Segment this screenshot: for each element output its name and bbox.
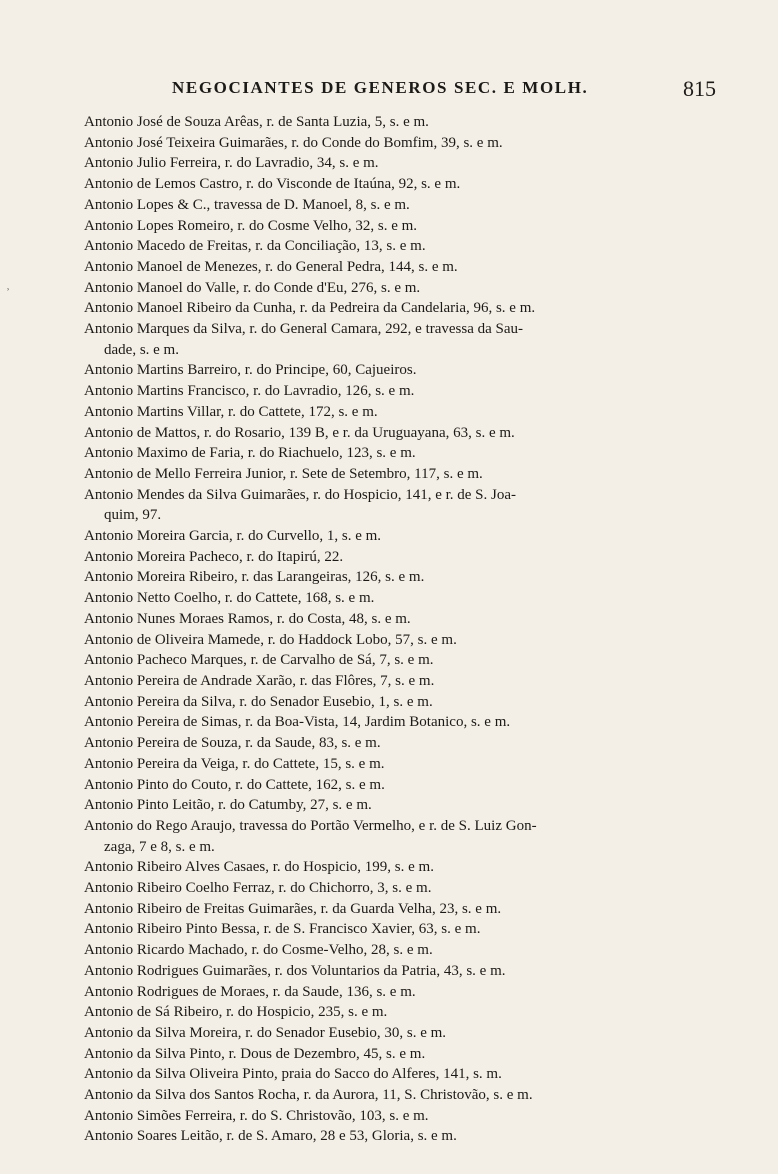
entry-text: Antonio Pereira de Simas, r. da Boa-Vista, 14, Jardim Botanico, s. e m. [84, 714, 511, 731]
list-item [84, 153, 748, 174]
page-number: 815 [683, 76, 716, 101]
entry-text: Antonio Netto Coelho, r. do Cattete, 168, s. e m. [84, 590, 375, 607]
list-item [84, 1044, 748, 1065]
entry-text: Antonio Lopes & C., travessa de D. Manoel, 8, s. e m. [84, 196, 410, 213]
entry-text: Antonio Pacheco Marques, r. de Carvalho de Sá, 7, s. e m. [84, 652, 434, 669]
entry-text: Antonio do Rego Araujo, travessa do Portão Vermelho, e r. de S. Luiz Gon- [84, 817, 537, 834]
list-item [84, 216, 748, 237]
entry-continuation: quim, 97. [104, 507, 162, 524]
margin-mark: ˒ [6, 280, 10, 294]
entry-text: Antonio Martins Villar, r. do Cattete, 172, s. e m. [84, 403, 378, 420]
entry-text: Antonio Nunes Moraes Ramos, r. do Costa, 48, s. e m. [84, 610, 411, 627]
list-item [84, 1126, 748, 1147]
list-item [84, 319, 748, 360]
entry-text: Antonio de Mattos, r. do Rosario, 139 B, e r. da Uruguayana, 63, s. e m. [84, 424, 515, 441]
list-item [84, 1106, 748, 1127]
list-item [84, 443, 748, 464]
entry-text: Antonio de Lemos Castro, r. do Visconde de Itaúna, 92, s. e m. [84, 176, 461, 193]
entry-text: Antonio Mendes da Silva Guimarães, r. do Hospicio, 141, e r. de S. Joa- [84, 486, 517, 503]
entry-text: Antonio Manoel de Menezes, r. do General Pedra, 144, s. e m. [84, 258, 458, 275]
list-item [84, 423, 748, 444]
entry-text: Antonio Ribeiro de Freitas Guimarães, r. da Guarda Velha, 23, s. e m. [84, 900, 502, 917]
list-item [84, 464, 748, 485]
entry-text: Antonio Ribeiro Alves Casaes, r. do Hospicio, 199, s. e m. [84, 859, 434, 876]
list-item [84, 899, 748, 920]
list-item [84, 526, 748, 547]
list-item [84, 1085, 748, 1106]
entry-text: Antonio Pereira da Veiga, r. do Cattete, 15, s. e m. [84, 755, 385, 772]
entry-text: Antonio Moreira Ribeiro, r. das Larangeiras, 126, s. e m. [84, 569, 425, 586]
entry-text: Antonio Manoel do Valle, r. do Conde d'Eu, 276, s. e m. [84, 279, 421, 296]
entry-text: Antonio Marques da Silva, r. do General Camara, 292, e travessa da Sau- [84, 321, 524, 338]
list-item [84, 112, 748, 133]
entry-text: Antonio Ribeiro Coelho Ferraz, r. do Chichorro, 3, s. e m. [84, 880, 432, 897]
list-item [84, 257, 748, 278]
list-item [84, 775, 748, 796]
entry-text: Antonio Rodrigues Guimarães, r. dos Voluntarios da Patria, 43, s. e m. [84, 962, 506, 979]
list-item [84, 547, 748, 568]
entry-text: Antonio Moreira Pacheco, r. do Itapirú, 22. [84, 548, 344, 565]
entry-text: Antonio Maximo de Faria, r. do Riachuelo, 123, s. e m. [84, 445, 416, 462]
entry-text: Antonio de Mello Ferreira Junior, r. Sete de Setembro, 117, s. e m. [84, 465, 483, 482]
list-item [84, 671, 748, 692]
list-item [84, 588, 748, 609]
entry-text: Antonio Rodrigues de Moraes, r. da Saude, 136, s. e m. [84, 983, 416, 1000]
entry-text: Antonio José Teixeira Guimarães, r. do Conde do Bomfim, 39, s. e m. [84, 134, 503, 151]
entry-text: Antonio Ricardo Machado, r. do Cosme-Velho, 28, s. e m. [84, 942, 433, 959]
entry-text: Antonio Ribeiro Pinto Bessa, r. de S. Francisco Xavier, 63, s. e m. [84, 921, 481, 938]
entry-text: Antonio Pereira de Souza, r. da Saude, 83, s. e m. [84, 735, 381, 752]
list-item [84, 236, 748, 257]
list-item [84, 919, 748, 940]
entry-text: Antonio Simões Ferreira, r. do S. Christovão, 103, s. e m. [84, 1107, 429, 1124]
entry-text: Antonio Pinto Leitão, r. do Catumby, 27, s. e m. [84, 797, 372, 814]
entry-continuation: zaga, 7 e 8, s. e m. [104, 838, 215, 855]
list-item [84, 1023, 748, 1044]
entry-text: Antonio da Silva Oliveira Pinto, praia do Sacco do Alferes, 141, s. m. [84, 1066, 502, 1083]
entry-text: Antonio da Silva dos Santos Rocha, r. da Aurora, 11, S. Christovão, s. e m. [84, 1087, 533, 1104]
entry-text: Antonio José de Souza Arêas, r. de Santa Luzia, 5, s. e m. [84, 114, 429, 130]
entry-text: Antonio Pinto do Couto, r. do Cattete, 162, s. e m. [84, 776, 385, 793]
list-item [84, 485, 748, 526]
list-item [84, 133, 748, 154]
list-item [84, 733, 748, 754]
list-item [84, 298, 748, 319]
list-item [84, 609, 748, 630]
list-item [84, 278, 748, 299]
entry-text: Antonio Pereira de Andrade Xarão, r. das Flôres, 7, s. e m. [84, 672, 435, 689]
list-item [84, 1002, 748, 1023]
entry-continuation: dade, s. e m. [104, 341, 179, 358]
list-item [84, 650, 748, 671]
entry-text: Antonio Moreira Garcia, r. do Curvello, 1, s. e m. [84, 528, 382, 545]
entry-text: Antonio Macedo de Freitas, r. da Conciliação, 13, s. e m. [84, 238, 426, 255]
entry-text: Antonio de Sá Ribeiro, r. do Hospicio, 235, s. e m. [84, 1004, 388, 1021]
entry-text: Antonio da Silva Pinto, r. Dous de Dezembro, 45, s. e m. [84, 1045, 426, 1062]
list-item [84, 381, 748, 402]
list-item [84, 940, 748, 961]
section-title: NEGOCIANTES DE GENEROS SEC. E MOLH. [172, 78, 589, 97]
entry-text: Antonio Martins Barreiro, r. do Principe, 60, Cajueiros. [84, 362, 417, 379]
list-item [84, 961, 748, 982]
list-item [84, 878, 748, 899]
entry-text: Antonio Pereira da Silva, r. do Senador Eusebio, 1, s. e m. [84, 693, 433, 710]
entry-text: Antonio Manoel Ribeiro da Cunha, r. da Pedreira da Candelaria, 96, s. e m. [84, 300, 536, 317]
list-item [84, 712, 748, 733]
entry-text: Antonio Martins Francisco, r. do Lavradio, 126, s. e m. [84, 383, 415, 400]
page-header [0, 78, 778, 108]
list-item [84, 816, 748, 857]
list-item [84, 567, 748, 588]
list-item [84, 630, 748, 651]
entry-text: Antonio Lopes Romeiro, r. do Cosme Velho, 32, s. e m. [84, 217, 418, 234]
list-item [84, 1064, 748, 1085]
entry-text: Antonio Julio Ferreira, r. do Lavradio, 34, s. e m. [84, 155, 379, 172]
entry-text: Antonio Soares Leitão, r. de S. Amaro, 28 e 53, Gloria, s. e m. [84, 1128, 457, 1145]
list-item [84, 402, 748, 423]
list-item [84, 795, 748, 816]
list-item [84, 195, 748, 216]
list-item [84, 754, 748, 775]
list-item [84, 174, 748, 195]
entry-text: Antonio da Silva Moreira, r. do Senador Eusebio, 30, s. e m. [84, 1024, 447, 1041]
list-item [84, 360, 748, 381]
list-item [84, 857, 748, 878]
entry-text: Antonio de Oliveira Mamede, r. do Haddock Lobo, 57, s. e m. [84, 631, 457, 648]
list-item [84, 982, 748, 1003]
merchant-list [84, 112, 748, 1147]
list-item [84, 692, 748, 713]
